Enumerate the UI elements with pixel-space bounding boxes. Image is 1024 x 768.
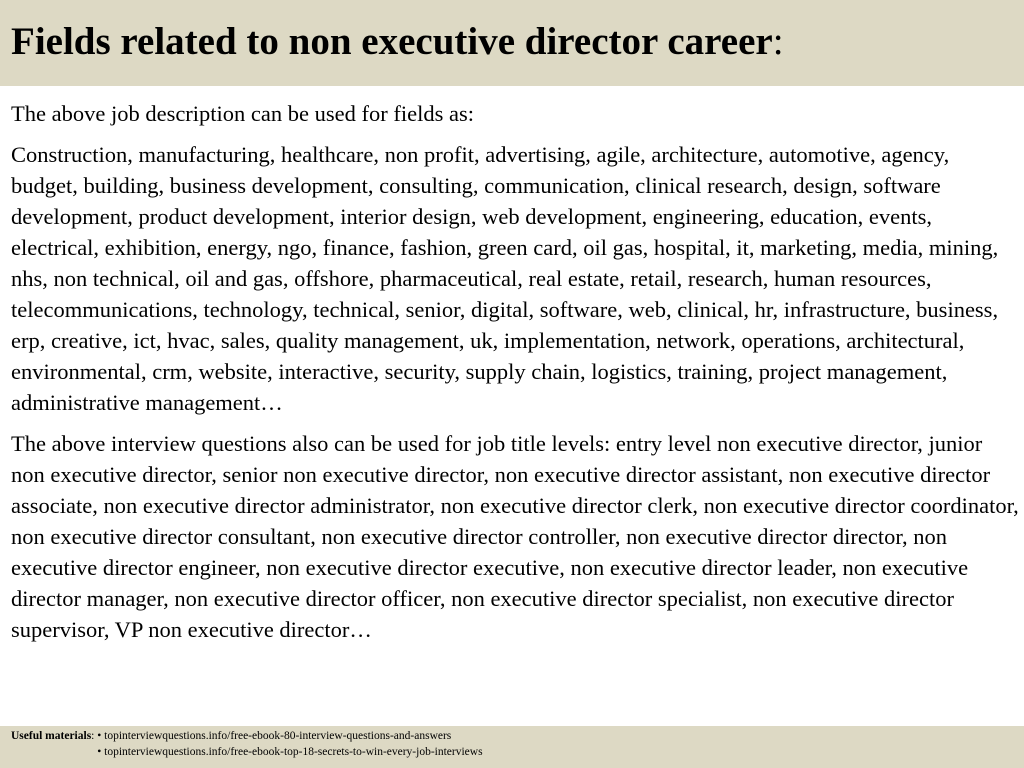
intro-paragraph: The above job description can be used for fields as: xyxy=(11,101,474,126)
material-link-2[interactable]: • topinterviewquestions.info/free-ebook-top-18-secrets-to-win-every-job-interviews xyxy=(97,746,483,758)
useful-materials-label: Useful materials xyxy=(11,730,92,742)
slide-body xyxy=(11,98,1019,645)
fields-paragraph: Construction, manufacturing, healthcare, non profit, advertising, agile, architecture, automotive, agency, budget, building, business development, consulting, communication, clinical research, design, software development, product development, interior design, web development, engineering, education, events, electrical, exhibition, energy, ngo, finance, fashion, green card, oil gas, hospital, it, marketing, media, mining, nhs, non technical, oil and gas, offshore, pharmaceutical, real estate, retail, research, human resources, telecommunications, technology, technical, senior, digital, software, web, clinical, hr, infrastructure, business, erp, creative, ict, hvac, sales, quality management, uk, implementation, network, operations, architectural, environmental, crm, website, interactive, security, supply chain, logistics, training, project management, administrative management… xyxy=(11,142,999,415)
useful-materials-links xyxy=(97,728,482,760)
material-link-1[interactable]: • topinterviewquestions.info/free-ebook-80-interview-questions-and-answers xyxy=(97,730,452,742)
page-title xyxy=(11,18,784,66)
useful-materials xyxy=(11,728,483,760)
footer-band xyxy=(0,726,1024,768)
header-band xyxy=(0,0,1024,86)
useful-materials-separator: : xyxy=(91,730,98,742)
job-levels-paragraph: The above interview questions also can be used for job title levels: entry level non executive director, junior non executive director, senior non executive director, non executive director assistant, non executive director associate, non executive director administrator, non executive director clerk, non executive director coordinator, non executive director consultant, non executive director controller, non executive director director, non executive director engineer, non executive director executive, non executive director leader, non executive director manager, non executive director officer, non executive director specialist, non executive director supervisor, VP non executive director… xyxy=(11,431,1019,642)
page-title-text: Fields related to non executive director career xyxy=(11,20,773,63)
page-title-colon: : xyxy=(772,20,784,63)
